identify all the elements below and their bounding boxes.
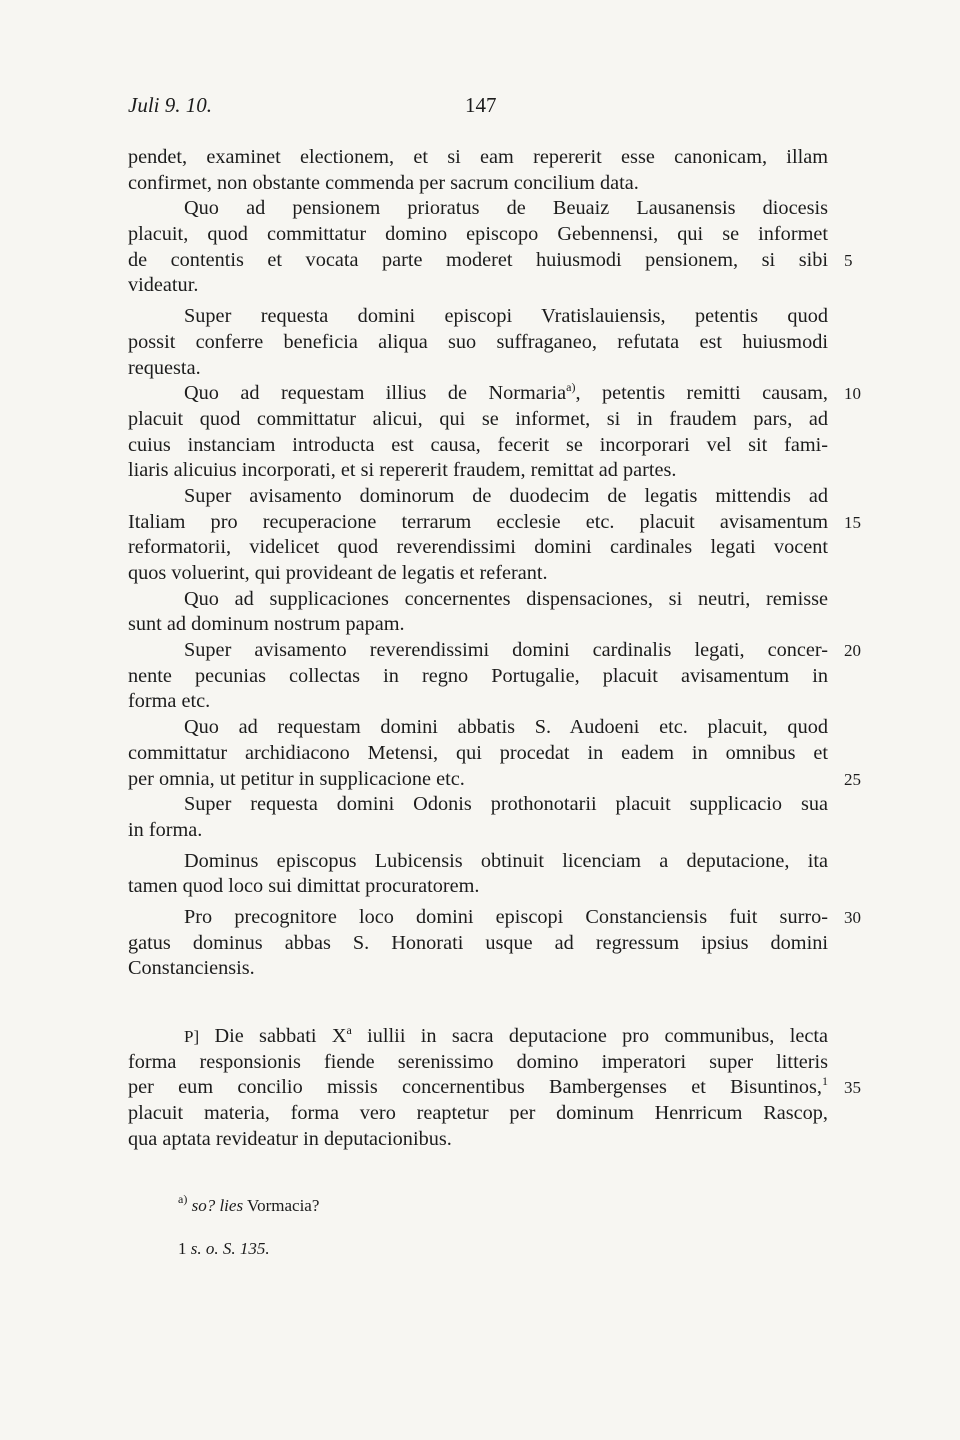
text-line: Super avisamento reverendissimi domini cardinalis legati, concer- <box>184 639 828 662</box>
text-segment: Die sabbati X <box>214 1025 347 1047</box>
text-line: videatur. <box>128 274 199 297</box>
footnote-a <box>178 1192 320 1222</box>
text-line: reformatorii, videlicet quod reverendissimi domini cardinales legati vocent <box>128 536 828 559</box>
text-line: de contentis et vocata parte moderet huiusmodi pensionem, si sibi <box>128 248 828 271</box>
line-number: 5 <box>844 250 853 270</box>
footnote-1 <box>178 1239 319 1265</box>
text-line: forma responsionis fiende serenissimo domino imperatori super litteris <box>128 1050 828 1073</box>
text-line: cuius instanciam introducta est causa, fecerit se incorporari vel sit fami- <box>128 433 828 456</box>
text-line: placuit materia, forma vero reaptetur per dominum Henrricum Rascop, <box>128 1102 828 1125</box>
text-line: placuit quod committatur alicui, qui se informet, si in fraudem pars, ad <box>128 407 828 430</box>
superscript-a: a <box>346 1023 352 1037</box>
text-segment: Quo ad requestam illius de Normaria <box>184 382 567 405</box>
footnote-text: Vormacia? <box>247 1196 320 1215</box>
text-line <box>128 1024 828 1050</box>
text-line: requesta. <box>128 356 201 379</box>
text-line: in forma. <box>128 818 203 841</box>
line-number: 25 <box>844 769 861 789</box>
line-number: 20 <box>844 641 861 661</box>
text-line: possit conferre beneficia aliqua suo suffraganeo, refutata est huiusmodi <box>128 330 828 353</box>
footnote-text: s. o. S. 135. <box>190 1239 270 1258</box>
text-line: confirmet, non obstante commenda per sacrum concilium data. <box>128 171 639 194</box>
text-line: Super requesta domini episcopi Vratislauiensis, petentis quod <box>184 305 828 328</box>
running-head: Juli 9. 10. <box>128 93 212 117</box>
text-line: Italiam pro recuperacione terrarum ecclesie etc. placuit avisamentum <box>128 510 828 533</box>
text-line: qua aptata revideatur in deputacionibus. <box>128 1127 452 1150</box>
text-segment: iullii in sacra deputacione pro communibus, lecta <box>351 1025 828 1047</box>
footnote-marker: 1 <box>178 1239 187 1258</box>
line-number: 35 <box>844 1078 861 1098</box>
text-line: placuit, quod committatur domino episcopo Gebennensi, qui se informet <box>128 223 828 246</box>
text-line: Super requesta domini Odonis prothonotarii placuit supplicacio sua <box>184 793 828 816</box>
footnotes <box>178 1192 320 1265</box>
footnote-ref-1: 1 <box>822 1074 828 1089</box>
text-line: gatus dominus abbas S. Honorati usque ad regressum ipsius domini <box>128 931 828 954</box>
text-line: Pro precognitore loco domini episcopi Constanciensis fuit surro- <box>184 905 828 928</box>
text-line: pendet, examinet electionem, et si eam repererit esse canonicam, illam <box>128 146 828 168</box>
text-line: Quo ad pensionem prioratus de Beuaiz Lausanensis diocesis <box>184 197 828 220</box>
footnote-marker: a) <box>178 1192 188 1206</box>
text-line: Dominus episcopus Lubicensis obtinuit licenciam a deputacione, ita <box>184 849 828 872</box>
page-header <box>128 93 828 123</box>
text-segment: , petentis remitti causam, <box>575 382 828 405</box>
text-line: committatur archidiacono Metensi, qui procedat in eadem in omnibus et <box>128 741 828 764</box>
page-number: 147 <box>465 93 497 117</box>
text-line: forma etc. <box>128 690 211 713</box>
footnote-ref-a: a) <box>566 380 576 395</box>
text-line: per omnia, ut petitur in supplicacione etc. <box>128 767 465 790</box>
text-line: tamen quod loco sui dimittat procuratorem. <box>128 875 480 898</box>
footnote-text: so? <box>191 1196 216 1215</box>
text-line: liaris alicuius incorporati, et si repererit fraudem, remittat ad partes. <box>128 459 677 482</box>
line-number: 30 <box>844 907 861 927</box>
text-line: quos voluerint, qui provideant de legatis et referant. <box>128 562 548 584</box>
body-text <box>128 145 861 1152</box>
text-line: sunt ad dominum nostrum papam. <box>128 613 405 636</box>
text-segment: per eum concilio missis concernentibus Bambergenses et Bisuntinos, <box>128 1076 822 1099</box>
text-line: nente pecunias collectas in regno Portugalie, placuit avisamentum in <box>128 664 828 687</box>
text-line: Quo ad requestam domini abbatis S. Audoeni etc. placuit, quod <box>184 716 828 739</box>
line-number: 10 <box>844 384 861 404</box>
text-line <box>128 1075 828 1101</box>
text-line <box>128 381 828 407</box>
line-number: 15 <box>844 512 861 532</box>
footnote-text: lies <box>219 1196 244 1215</box>
text-line: Super avisamento dominorum de duodecim de legatis mittendis ad <box>184 484 828 507</box>
source-siglum: P] <box>184 1027 200 1046</box>
text-line: Quo ad supplicaciones concernentes dispensaciones, si neutri, remisse <box>184 587 828 610</box>
text-line: Constanciensis. <box>128 957 255 980</box>
